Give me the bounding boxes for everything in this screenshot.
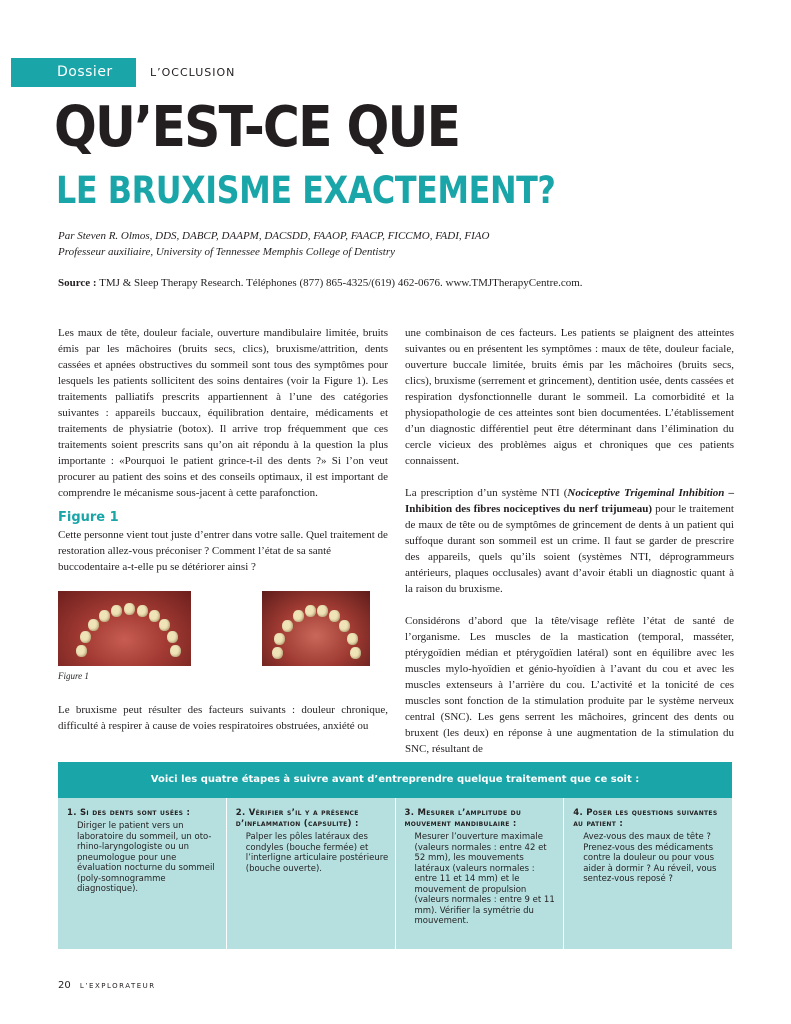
nti-translation: – Inhibition des fibres nociceptives du nerf trijumeau) [405, 487, 735, 515]
figure-caption: Figure 1 [58, 671, 89, 681]
step-2 [227, 798, 396, 949]
author-line: Par Steven R. Olmos, DDS, DABCP, DAAPM, DACSDD, FAAOP, FAACP, FICCMO, FADI, FIAO [58, 230, 490, 242]
step-4-title: 4. Poser les questions suivantes au patient : [573, 808, 718, 829]
byline [58, 228, 738, 260]
step-3-body: Mesurer l’ouverture maximale (valeurs normales : entre 42 et 52 mm), les mouvements latéraux (valeurs normales : entre 11 et 14 mm) et le mouvement de propulsion (valeurs normales : entre 9 et 11 mm). Vérifier la symétrie du mouvement. [414, 832, 555, 926]
section-label: L’OCCLUSION [150, 66, 236, 79]
teeth-photo-2 [262, 591, 370, 666]
nti-intro: La prescription d’un système NTI ( [405, 487, 568, 499]
left-paragraph-2: Le bruxisme peut résulter des facteurs suivants : douleur chronique, difficulté à respirer à cause de voies respiratoires obstruées, anxiété ou [58, 704, 388, 732]
step-1 [58, 798, 227, 949]
left-column-bottom [58, 702, 388, 734]
publication-name: L’EXPLORATEUR [79, 982, 156, 990]
page-number: 20 [58, 980, 71, 991]
left-paragraph-1: Les maux de tête, douleur faciale, ouverture mandibulaire limitée, bruits émis par les mâchoires (bruits secs, clics), bruxisme/attrition, dents cassées et apnées obstructives du sommeil sont tous des symptômes pour lesquels les patients sollicitent des soins dentaires (voir la Figure 1). Les traitements palliatifs prescrits appartiennent à l’une des catégories suivantes : appareils buccaux, équilibration dentaire, médicaments et traitements de physiatrie (botox). Il arrive trop fréquemment que ces traitements soient prescrits sans qu’on ait répondu à la question la plus importante : «Pourquoi le patient grince-t-il des dents ?» Si l’on veut procurer au patient des soins et des conseils optimaux, il est important de comprendre le mécanisme sous-jacent à cette parafonction. [58, 327, 388, 499]
steps-heading: Voici les quatre étapes à suivre avant d’entreprendre quelque traitement que ce soit : [58, 762, 732, 798]
right-paragraph-3: Considérons d’abord que la tête/visage reflète l’état de santé de l’organisme. Les muscles de la mastication (temporal, masséter, ptérygoïdien médian et ptérygoïdien latéral) sont en équilibre avec les muscles mylo-hyoïdien et génio-hyoïdien à l’avant du cou et avec les muscles extenseurs à l’arrière du cou. L’activité et la tonicité de ces muscles sont fonction de la stimulation produite par le système nerveux central (SNC). Les gens serrent les mâchoires, grincent des dents ou bruxent (les deux) en réponse à une augmentation de la stimulation du SNC, résultant de [405, 615, 734, 755]
steps-box [58, 762, 732, 949]
section-tag: Dossier [11, 58, 136, 87]
right-paragraph-1: une combinaison de ces facteurs. Les patients se plaignent des atteintes suivantes ou en présentent les symptômes : maux de tête, douleur faciale, ouverture buccale limitée, bruits émis par les mâchoires (bruits secs, clics), bruxisme (serrement et grincement), dentition usée, dents cassées et respiration dysfonctionnelle durant le sommeil. La comorbidité et la physiopathologie de ces atteintes sont bien documentées. L’établissement d’un diagnostic différentiel peut être déterminant dans l’élimination du cercle vicieux des problèmes aigus et chroniques que ces patients connaissent. [405, 327, 734, 467]
page-title-line2: LE BRUXISME EXACTEMENT? [56, 169, 556, 212]
steps-row [58, 798, 732, 949]
step-2-title: 2. Vérifier s’il y a présence d’inflammation (capsulite) : [235, 808, 359, 829]
figure-text: Cette personne vient tout juste d’entrer dans votre salle. Quel traitement de restoration allez-vous préconiser ? Comment l’état de sa santé buccodentaire a-t-elle pu se détériorer ainsi ? [58, 529, 388, 573]
source-text: TMJ & Sleep Therapy Research. Téléphones (877) 865-4325/(619) 462-0676. www.TMJTherapyCentre.com. [99, 277, 583, 289]
nti-rest: pour le traitement de maux de tête ou de symptômes de grincement de dents à un patient qui suffoque durant son sommeil est un crime. Il faut se garder de prescrire des appareils, quels qu’ils soient (systèmes NTI, déprogrammeurs antérieurs, plaques occlusales) avant d’avoir établi un diagnostic quant à la raison du bruxisme. [405, 503, 734, 595]
teeth-photo-1 [58, 591, 191, 666]
step-3-title: 3. Mesurer l’amplitude du mouvement mandibulaire : [404, 808, 522, 829]
step-2-body: Palper les pôles latéraux des condyles (bouche fermée) et l’interligne articulaire postérieure (bouche ouverte). [245, 832, 389, 874]
step-1-title: 1. Si des dents sont usées : [67, 808, 191, 818]
step-4 [564, 798, 732, 949]
source-label: Source : [58, 277, 97, 289]
nti-term: Nociceptive Trigeminal Inhibition [567, 487, 725, 499]
left-column [58, 325, 388, 517]
page-title-line1: QU’EST-CE QUE [54, 95, 460, 160]
right-paragraph-2 [405, 485, 734, 597]
page-footer [58, 980, 156, 991]
right-column [405, 325, 734, 773]
affiliation-line: Professeur auxiliaire, University of Tennessee Memphis College of Dentistry [58, 246, 395, 258]
step-4-body: Avez-vous des maux de tête ? Prenez-vous des médicaments contre la douleur ou pour vous aider à dormir ? Au réveil, vous sentez-vous reposé ? [583, 832, 717, 884]
step-3 [396, 798, 565, 949]
source-line [58, 276, 738, 291]
figure-heading: Figure 1 [58, 510, 119, 525]
step-1-body: Diriger le patient vers un laboratoire du sommeil, un oto-rhino-laryngologiste ou un pneumologue pour une évaluation nocturne du sommeil (poly-somnogramme diagnostique). [77, 821, 215, 894]
